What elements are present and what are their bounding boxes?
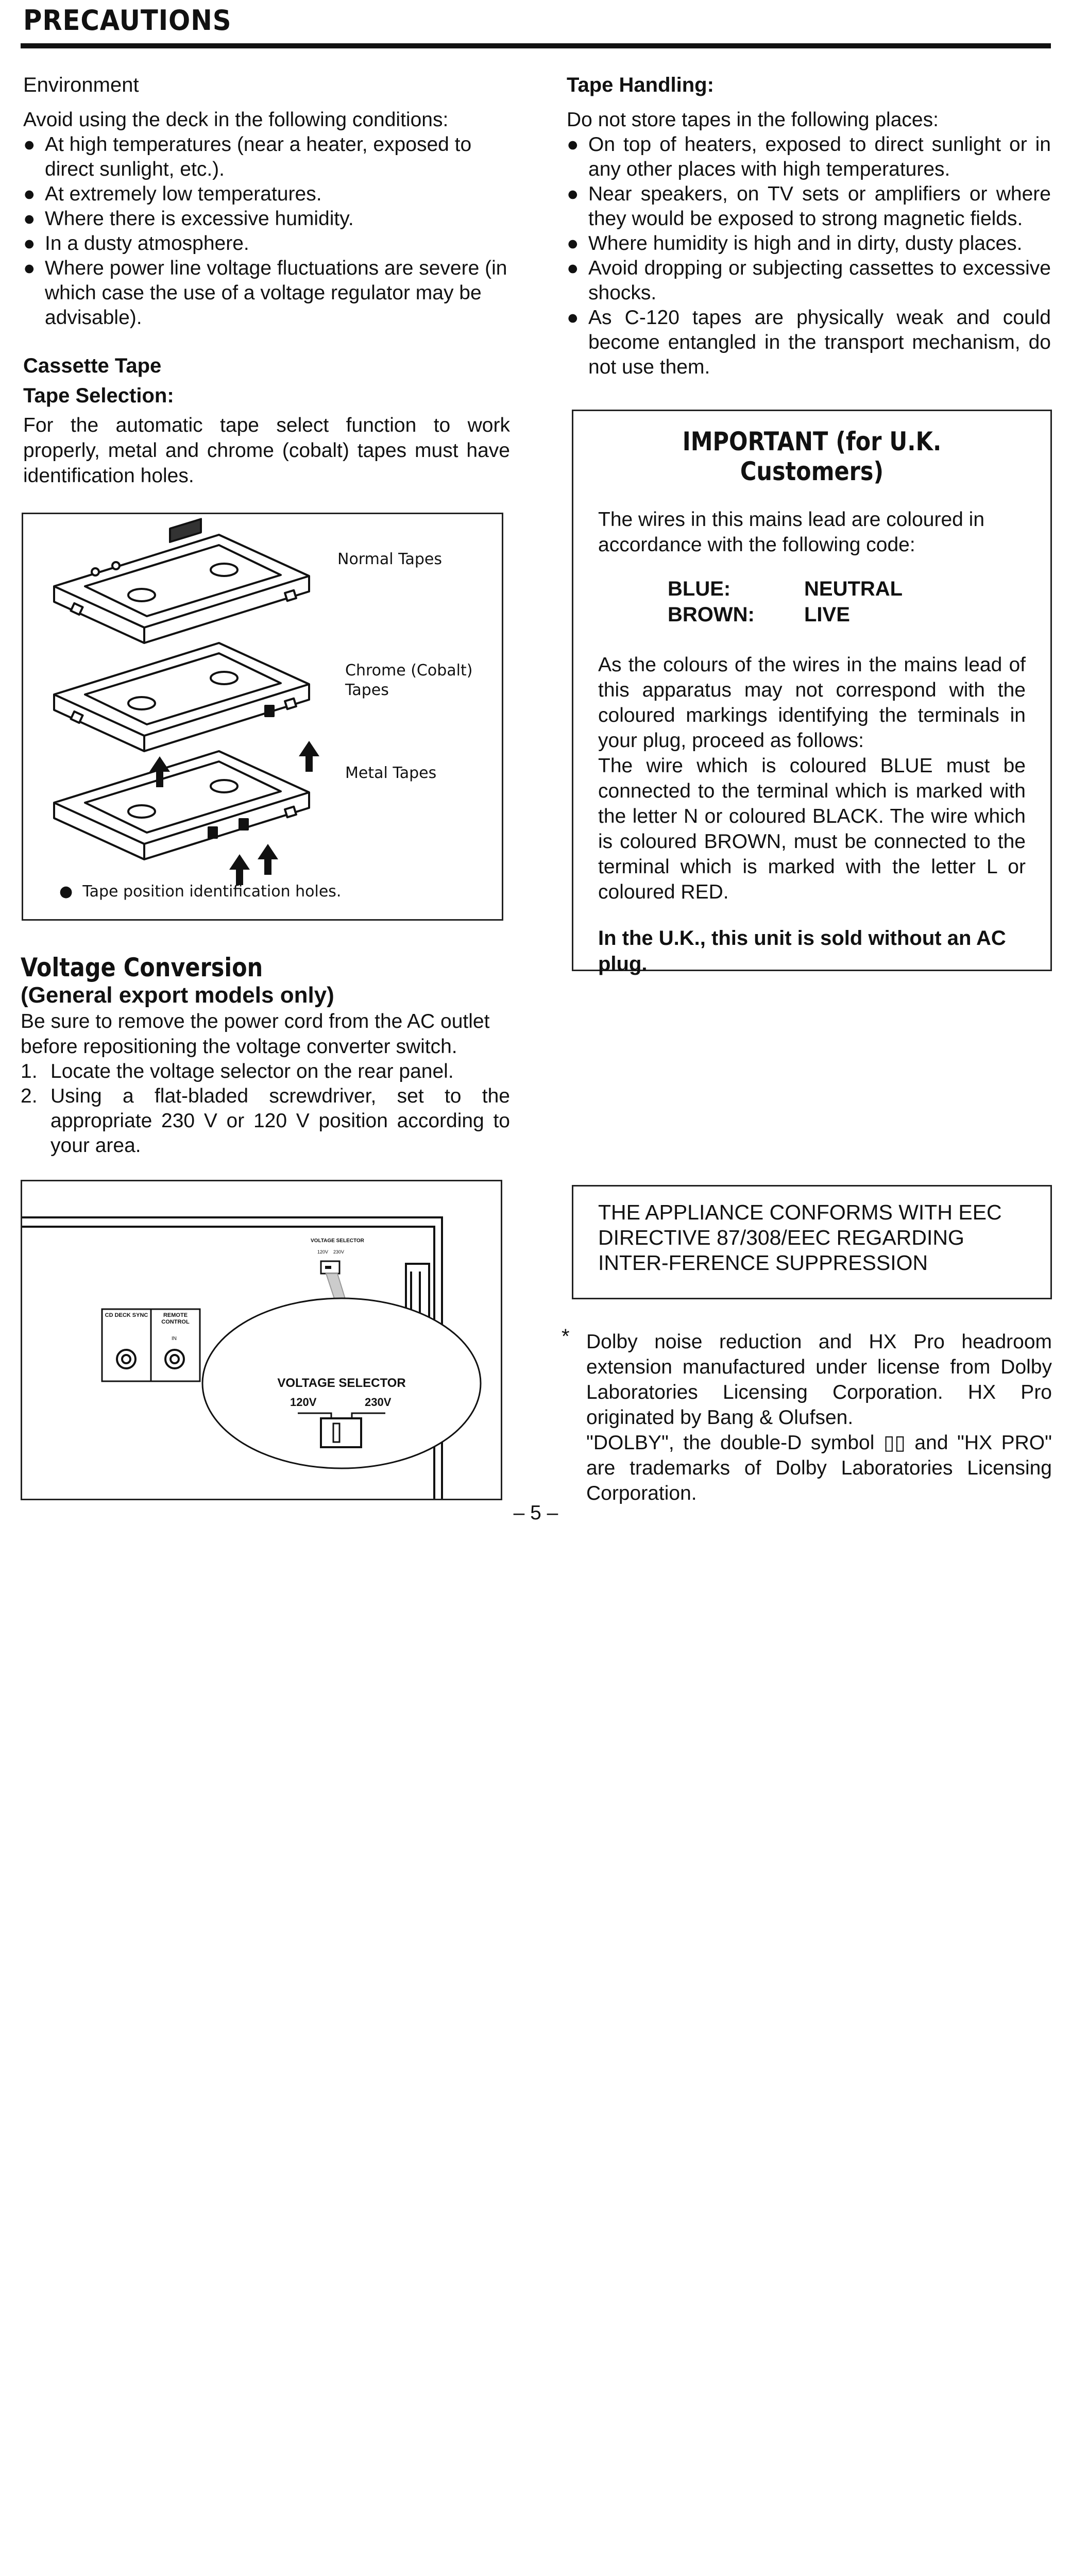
bullet-icon: ● [23, 257, 36, 279]
voltage-section [21, 953, 510, 1158]
cassette-section [23, 353, 510, 488]
tape-handling-intro: Do not store tapes in the following places: [567, 109, 939, 131]
cassette-heading: Cassette Tape [23, 354, 162, 377]
wire-code-table [668, 576, 1026, 628]
environment-intro: Avoid using the deck in the following conditions: [23, 109, 449, 131]
tape-handling-section [567, 72, 1051, 380]
list-item: ● As C-120 tapes are physically weak and could become entangled in the transport mechanism, do not use them. [567, 307, 1051, 378]
bullet-icon: ● [23, 232, 36, 255]
arrow-up-icon [229, 854, 250, 885]
dolby-text-1: Dolby noise reduction and HX Pro headroom extension manufactured under license from Dolby Laboratories Licensing Corporation. HX Pro originated by Bang & Olufsen. [586, 1331, 1052, 1429]
important-body-1: As the colours of the wires in the mains lead of this apparatus may not correspond with the coloured markings identifying the terminals in your plug, proceed as follows: [598, 654, 1026, 752]
tape-handling-list [567, 132, 1051, 380]
voltage-figure [21, 1180, 502, 1500]
tape-selection-heading: Tape Selection: [23, 384, 174, 407]
metal-tape-icon [54, 751, 309, 859]
voltage-title: Voltage Conversion [21, 953, 263, 982]
arrow-up-icon [299, 741, 319, 772]
bullet-icon: ● [567, 232, 579, 255]
label-chrome-tapes: Chrome (Cobalt) Tapes [345, 662, 473, 699]
tape-selection-text: For the automatic tape select function to work properly, metal and chrome (cobalt) tapes must have identification holes. [23, 414, 510, 487]
page-number: – 5 – [513, 1502, 558, 1524]
cassette-illustration [23, 514, 502, 919]
jack-in-label: IN [172, 1336, 177, 1342]
tape-figure [22, 513, 503, 921]
dolby-text-2: "DOLBY", the double-D symbol ▯▯ and "HX PRO" are trademarks of Dolby Laboratories Licensing Corporation. [586, 1432, 1052, 1504]
page-title: PRECAUTIONS [23, 4, 232, 37]
voltage-intro: Be sure to remove the power cord from the AC outlet before repositioning the voltage converter switch. [21, 1010, 490, 1058]
bullet-icon: ● [23, 208, 36, 230]
title-rule [21, 43, 1051, 48]
bullet-icon: ● [23, 133, 36, 156]
bullet-icon: ● [23, 183, 36, 205]
voltage-subtitle: (General export models only) [21, 982, 334, 1008]
list-item: ● On top of heaters, exposed to direct sunlight or in any other places with high temperatures. [567, 133, 1051, 180]
bullet-icon: ● [567, 133, 579, 156]
figure-caption: ● Tape position identification holes. [59, 883, 342, 901]
list-item: ● At high temperatures (near a heater, exposed to direct sunlight, etc.). [23, 133, 472, 180]
eec-text: THE APPLIANCE CONFORMS WITH EEC DIRECTIVE 87/308/EEC REGARDING INTER-FERENCE SUPPRESSION [598, 1200, 1002, 1275]
table-row: BLUE: NEUTRAL [668, 578, 903, 600]
list-item: ● Avoid dropping or subjecting cassettes to excessive shocks. [567, 257, 1051, 304]
bullet-icon: ● [567, 307, 579, 329]
list-item: ● Where humidity is high and in dirty, dusty places. [567, 231, 1051, 256]
jack-remote-control-label: REMOTE CONTROL [161, 1312, 190, 1325]
environment-list [23, 132, 510, 330]
bullet-icon: ● [567, 183, 579, 205]
important-body-2: The wire which is coloured BLUE must be connected to the terminal which is marked with the letter N or coloured BLACK. The wire which is coloured BROWN, must be connected to the terminal which is marked with the letter L or coloured RED. [598, 755, 1026, 903]
arrow-up-icon [258, 844, 278, 875]
important-intro: The wires in this mains lead are coloured in accordance with the following code: [598, 509, 985, 556]
voltage-selector-label: VOLTAGE SELECTOR [277, 1376, 406, 1390]
opt-230v-label: 230V [365, 1396, 392, 1409]
rear-panel-illustration [22, 1181, 501, 1499]
jack-cd-deck-sync-label: CD DECK SYNC [105, 1312, 148, 1318]
list-item: ● Where power line voltage fluctuations are severe (in which case the use of a voltage regulator may be advisable). [23, 257, 507, 329]
label-normal-tapes: Normal Tapes [337, 550, 442, 568]
list-item: ● At extremely low temperatures. [23, 182, 510, 207]
label-metal-tapes: Metal Tapes [345, 764, 437, 782]
asterisk: * [562, 1325, 570, 1348]
bullet-icon: ● [567, 257, 579, 279]
list-item: 1. Locate the voltage selector on the rear panel. [21, 1060, 454, 1082]
list-item: ● Where there is excessive humidity. [23, 207, 510, 231]
important-box [572, 410, 1052, 975]
tape-handling-heading: Tape Handling: [567, 74, 714, 96]
important-note: In the U.K., this unit is sold without an AC plug. [598, 927, 1006, 975]
eec-box [572, 1185, 1052, 1299]
small-voltage-selector-label: VOLTAGE SELECTOR [311, 1238, 364, 1244]
list-item: 2. Using a flat-bladed screwdriver, set to the appropriate 230 V or 120 V position according to your area. [21, 1085, 510, 1157]
important-title: IMPORTANT (for U.K. Customers) [682, 427, 942, 486]
bullet-icon: ● [59, 883, 83, 901]
environment-section [23, 72, 510, 330]
chrome-tape-icon [54, 643, 309, 751]
list-item: ● Near speakers, on TV sets or amplifiers or where they would be exposed to strong magnetic fields. [567, 183, 1051, 230]
dolby-note [562, 1325, 1052, 1506]
table-row: BROWN: LIVE [668, 603, 850, 626]
normal-tape-icon [54, 519, 309, 643]
small-opt-120: 120V [317, 1249, 329, 1255]
small-opt-230: 230V [333, 1249, 345, 1255]
voltage-steps [21, 1059, 510, 1158]
environment-heading: Environment [23, 74, 139, 96]
opt-120v-label: 120V [290, 1396, 317, 1409]
list-item: ● In a dusty atmosphere. [23, 231, 510, 256]
